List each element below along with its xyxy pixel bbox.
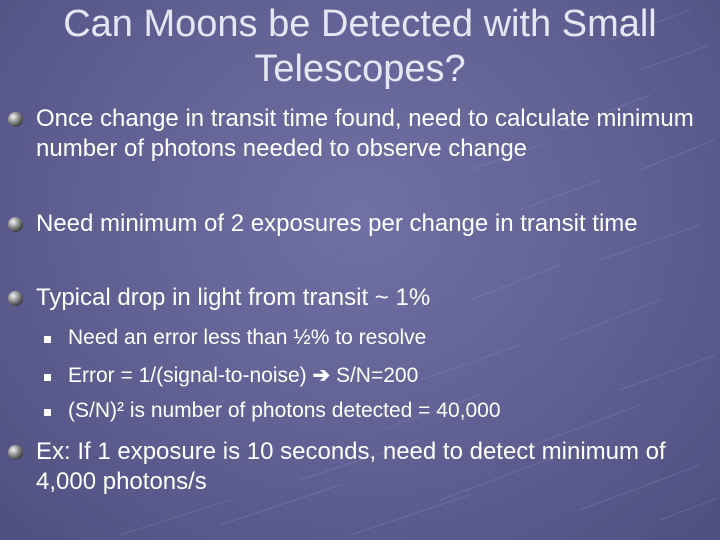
sub-bullet-text: Need an error less than ½% to resolve: [68, 326, 427, 349]
bullet-sphere-icon: [8, 112, 23, 127]
bullet-sphere-icon: [8, 445, 23, 460]
slide-title: Can Moons be Detected with Small Telescopes?: [63, 3, 657, 90]
right-arrow-icon: ➔: [312, 364, 331, 387]
sub-bullet-error: [44, 321, 704, 355]
sub-bullet-photons: [44, 394, 704, 428]
sub-bullet-signal-to-noise: [44, 359, 704, 393]
bullet-transit-time: [8, 104, 698, 164]
bullet-example: [8, 437, 698, 497]
bullet-sphere-icon: [8, 217, 23, 232]
square-bullet-icon: [44, 336, 51, 343]
square-bullet-icon: [44, 409, 51, 416]
bullet-text: Need minimum of 2 exposures per change in transit time: [36, 210, 638, 237]
snr-formula: Error = 1/(signal-to-noise): [68, 364, 307, 387]
bullet-sphere-icon: [8, 291, 23, 306]
bullet-exposures: [8, 209, 698, 239]
sub-bullet-text: (S/N)² is number of photons detected = 40,000: [68, 399, 501, 422]
sub-bullet-text: [68, 363, 418, 389]
bullet-text: Typical drop in light from transit ~ 1%: [36, 284, 431, 311]
bullet-text: Ex: If 1 exposure is 10 seconds, need to detect minimum of 4,000 photons/s: [36, 438, 666, 495]
bullet-text: Once change in transit time found, need to calculate minimum number of photons needed to observe change: [36, 105, 694, 162]
bullet-light-drop: [8, 283, 698, 313]
snr-value: S/N=200: [335, 364, 419, 387]
square-bullet-icon: [44, 374, 51, 381]
